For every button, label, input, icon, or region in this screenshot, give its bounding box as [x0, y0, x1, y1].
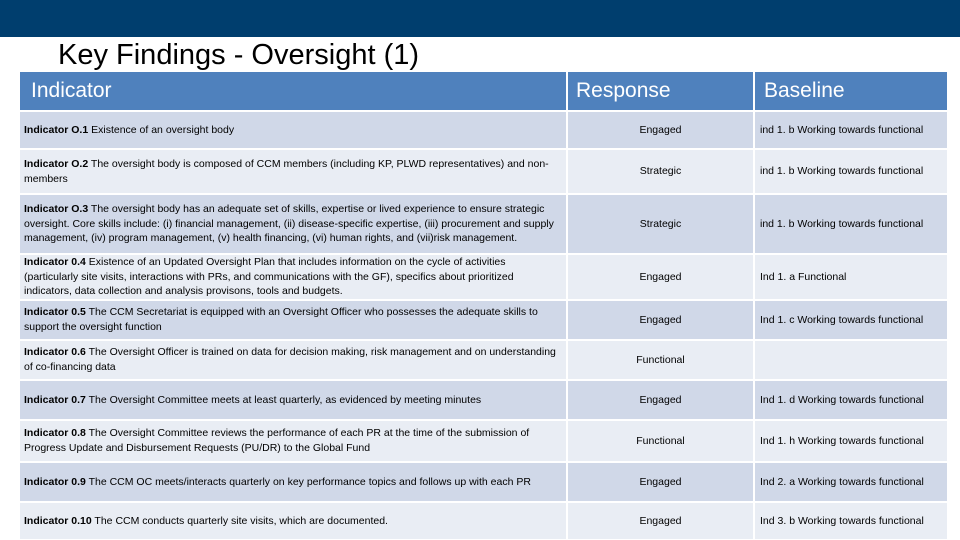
indicator-id: Indicator O.3 [24, 203, 89, 216]
indicator-cell [20, 111, 567, 149]
header-row [20, 72, 948, 111]
baseline-cell: Ind 1. d Working towards functional [754, 380, 948, 420]
indicator-text: The Oversight Committee meets at least quarterly, as evidenced by meeting minutes [85, 393, 482, 406]
indicator-id: Indicator 0.9 [24, 475, 86, 488]
indicator-text: The CCM Secretariat is equipped with an Oversight Officer who possesses the adequate skills to support the oversight function [24, 306, 538, 333]
indicator-cell [20, 462, 567, 502]
indicator-id: Indicator O.1 [24, 123, 89, 136]
response-cell: Engaged [567, 462, 754, 502]
response-cell: Engaged [567, 254, 754, 300]
table-row [20, 340, 948, 380]
baseline-cell: Ind 3. b Working towards functional [754, 502, 948, 540]
slide-title: Key Findings - Oversight (1) [58, 39, 420, 71]
indicator-text: The CCM OC meets/interacts quarterly on key performance topics and follows up with each PR [85, 475, 531, 488]
indicator-id: Indicator 0.4 [24, 256, 86, 269]
indicator-cell [20, 420, 567, 462]
header-baseline: Baseline [754, 72, 948, 111]
table-row [20, 300, 948, 340]
indicator-text: The Oversight Officer is trained on data for decision making, risk management and on understanding of co-financing data [24, 346, 556, 373]
header-response: Response [567, 72, 754, 111]
baseline-cell: ind 1. b Working towards functional [754, 111, 948, 149]
indicator-cell [20, 254, 567, 300]
response-cell: Functional [567, 340, 754, 380]
baseline-cell: Ind 2. a Working towards functional [754, 462, 948, 502]
table-row [20, 149, 948, 194]
indicator-text: The Oversight Committee reviews the performance of each PR at the time of the submission of Progress Update and Disbursement Requests (PU/DR) to the Global Fund [24, 427, 530, 454]
indicator-text: Existence of an Updated Oversight Plan that includes information on the cycle of activities (particularly site visits, interactions with PRs, and communications with the GF), specifics about prioritized indicators, data collection and analysis provisons, tools and budgets. [24, 256, 514, 298]
baseline-cell: Ind 1. a Functional [754, 254, 948, 300]
baseline-cell: Ind 1. h Working towards functional [754, 420, 948, 462]
response-cell: Engaged [567, 300, 754, 340]
response-cell: Engaged [567, 502, 754, 540]
indicator-id: Indicator 0.5 [24, 306, 86, 319]
indicator-text: The CCM conducts quarterly site visits, which are documented. [91, 514, 388, 527]
table-row [20, 502, 948, 540]
table-row [20, 420, 948, 462]
indicator-text: Existence of an oversight body [88, 123, 235, 136]
indicator-id: Indicator 0.7 [24, 393, 86, 406]
table-row [20, 111, 948, 149]
indicator-text: The oversight body has an adequate set of skills, expertise or lived experience to ensure strategic oversight. Core skills include: (i) financial management, (ii) disease-specific expertise, (iii) procurement and supply management, (iv) program management, (v) health financing, (vi) human rights, and (vii)risk management. [24, 203, 554, 245]
indicator-cell [20, 380, 567, 420]
indicator-id: Indicator O.2 [24, 157, 89, 170]
response-cell: Strategic [567, 194, 754, 254]
response-cell: Strategic [567, 149, 754, 194]
baseline-cell: Ind 1. c Working towards functional [754, 300, 948, 340]
indicator-id: Indicator 0.10 [24, 514, 92, 527]
header-indicator: Indicator [20, 72, 567, 111]
baseline-cell: ind 1. b Working towards functional [754, 194, 948, 254]
top-banner [0, 0, 960, 37]
indicator-id: Indicator 0.8 [24, 427, 86, 440]
indicator-id: Indicator 0.6 [24, 346, 86, 359]
indicator-cell [20, 194, 567, 254]
baseline-cell: ind 1. b Working towards functional [754, 149, 948, 194]
indicator-cell [20, 340, 567, 380]
indicator-cell [20, 502, 567, 540]
response-cell: Functional [567, 420, 754, 462]
indicator-cell [20, 149, 567, 194]
table-row [20, 194, 948, 254]
findings-table [20, 72, 949, 540]
indicator-cell [20, 300, 567, 340]
indicator-text: The oversight body is composed of CCM members (including KP, PLWD representatives) and non-members [24, 157, 549, 185]
table-row [20, 462, 948, 502]
baseline-cell [754, 340, 948, 380]
table-row [20, 380, 948, 420]
response-cell: Engaged [567, 111, 754, 149]
response-cell: Engaged [567, 380, 754, 420]
table-row [20, 254, 948, 300]
